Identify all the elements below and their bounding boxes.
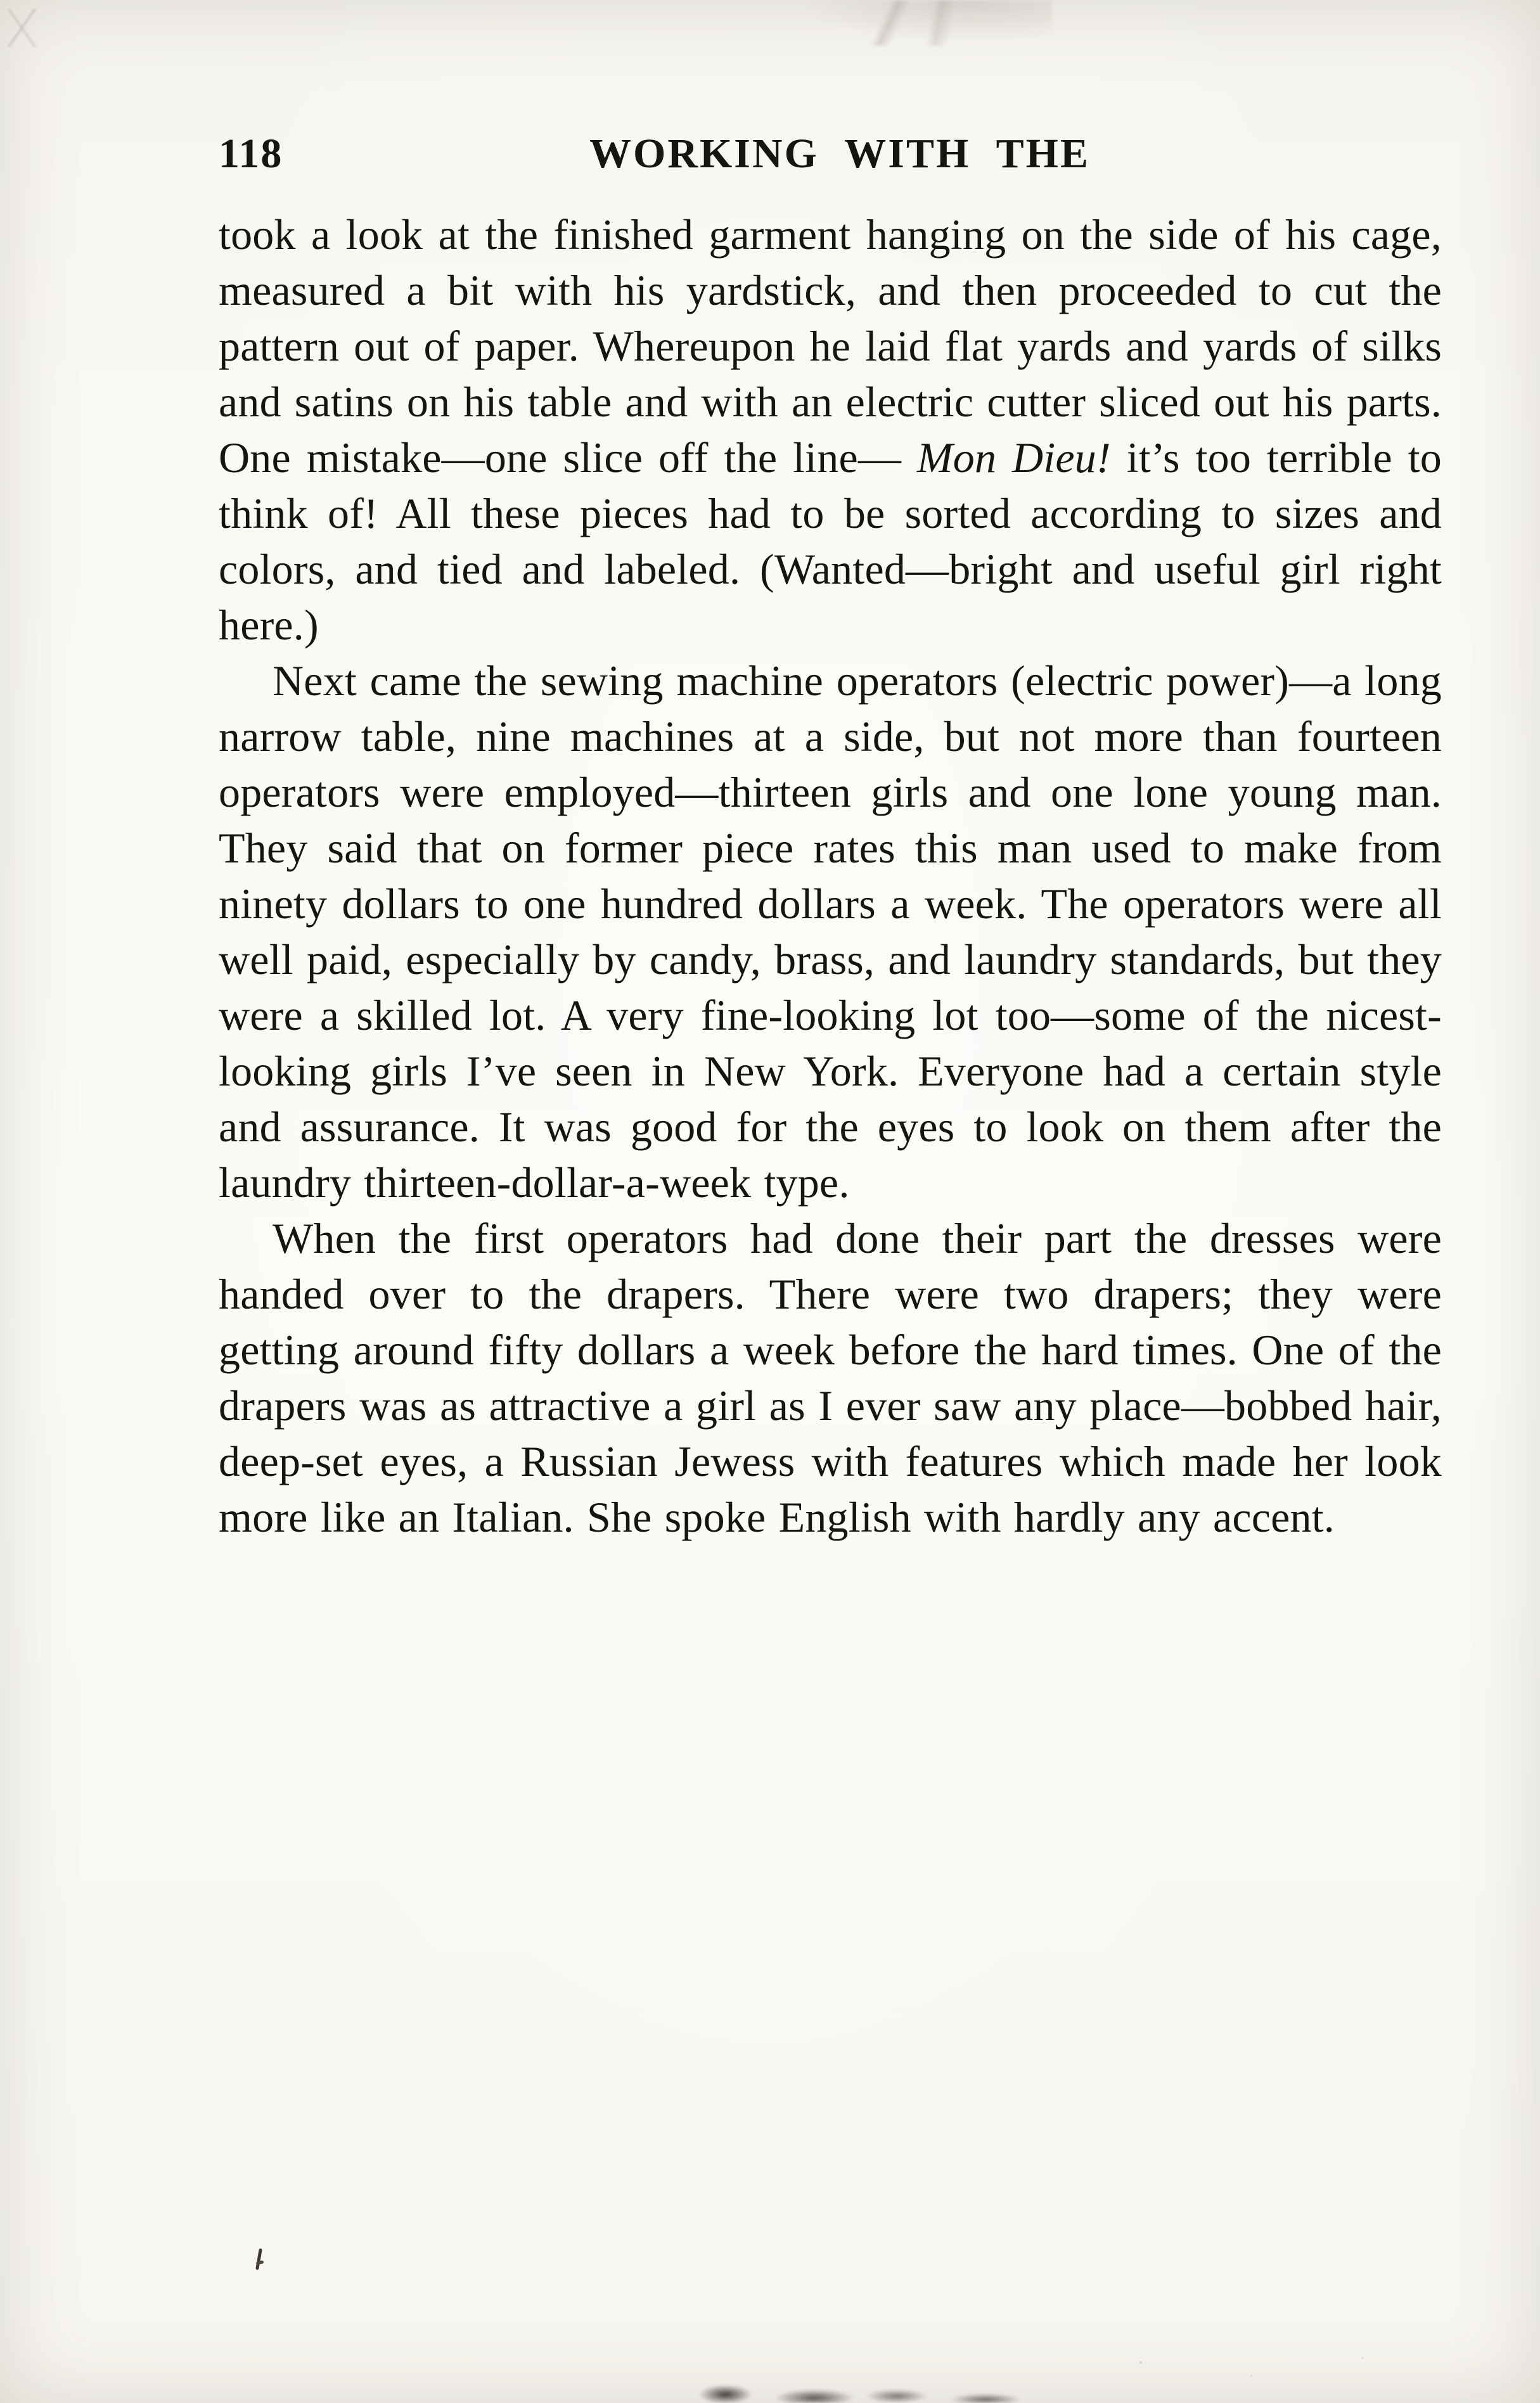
running-title: WORKING WITH THE [589, 131, 1091, 177]
paragraph [219, 1210, 1442, 1545]
italic-text: Mon Dieu! [916, 433, 1111, 482]
text-segment: When the first operators had done their part the dresses were handed over to the drapers. There were two drapers; they were getting around fifty dollars a week before the hard times. One of the drapers was as attractive a girl as I ever saw any place—bobbed hair, deep-set eyes, a Russian Jewess with features which made her look more like an Italian. She spoke English with hardly any accent. [219, 1214, 1442, 1541]
scan-smudge-bottom [684, 2369, 1027, 2403]
page-number: 118 [219, 131, 283, 177]
body-text [219, 207, 1442, 1545]
text-segment: Next came the sewing machine operators (electric power)—a long narrow table, nine machines at a side, but not more than fourteen operators were employed—thirteen girls and one lone young man. They said that on former piece rates this man used to make from ninety dollars to one hundred dollars a week. The operators were all well paid, especially by candy, brass, and laundry standards, but they were a skilled lot. A very fine-looking lot too—some of the nicest-looking girls I’ve seen in New York. Everyone had a certain style and assurance. It was good for the eyes to look on them after the laundry thirteen-dollar-a-week type. [219, 657, 1442, 1207]
scan-specks [1109, 2345, 1426, 2389]
page-header [219, 125, 1442, 183]
text-segment: took a look at the finished garment hanging on the side of his cage, measured a bit with his yardstick, and then proceeded to cut the pattern out of paper. Whereupon he laid flat yards and yards of silks and satins on his table and with an electric cutter sliced out his parts. One mistake—one slice off the line— [219, 210, 1442, 482]
scan-mark-corner [4, 9, 42, 47]
scan-mark-bottom-left [256, 2248, 262, 2275]
scan-smudge-top [780, 0, 1052, 46]
paragraph [219, 207, 1442, 653]
paragraph [219, 653, 1442, 1210]
text-segment: it’s too terrible to think of! All these pieces had to be sorted according to sizes and colors, and tied and labeled. (Wanted—bright and useful girl right here.) [219, 433, 1442, 649]
